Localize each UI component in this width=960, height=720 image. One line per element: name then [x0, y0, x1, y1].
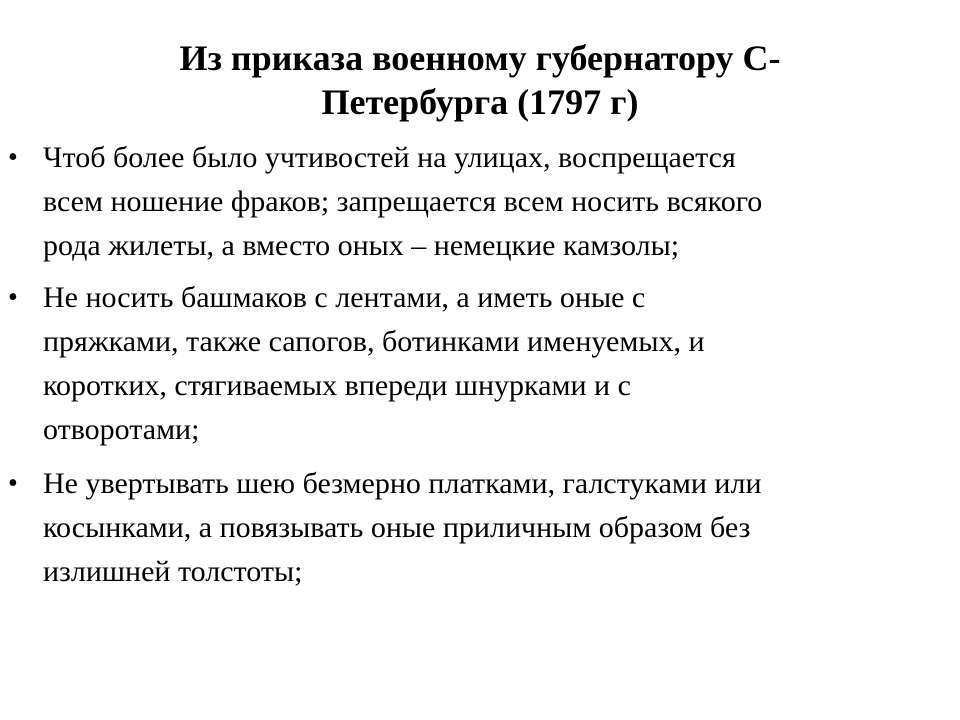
- bullet-line: Чтоб более было учтивостей на улицах, воспрещается: [43, 141, 736, 174]
- bullet-line: отворотами;: [43, 413, 200, 446]
- slide-title: [60, 36, 900, 124]
- bullet-line: излишней толстоты;: [43, 555, 303, 588]
- bullet-text-2: [43, 276, 943, 452]
- title-line-1: Из приказа военному губернатору С-: [179, 38, 781, 78]
- bullet-line: коротких, стягиваемых впереди шнурками и с: [43, 369, 631, 402]
- bullet-text-3: [43, 462, 943, 594]
- bullet-line: Не увертывать шею безмерно платками, галстуками или: [43, 467, 762, 500]
- title-line-2: Петербурга (1797 г): [321, 82, 639, 122]
- bullet-icon: •: [8, 142, 18, 173]
- bullet-line: Не носить башмаков с лентами, а иметь оные с: [43, 281, 646, 314]
- bullet-icon: •: [8, 282, 18, 313]
- bullet-line: пряжками, также сапогов, ботинками именуемых, и: [43, 325, 705, 358]
- bullet-icon: •: [8, 468, 18, 499]
- bullet-line: рода жилеты, а вместо оных – немецкие камзолы;: [43, 229, 680, 262]
- bullet-line: косынками, а повязывать оные приличным образом без: [43, 511, 751, 544]
- bullet-text-1: [43, 136, 943, 268]
- bullet-line: всем ношение фраков; запрещается всем носить всякого: [43, 185, 763, 218]
